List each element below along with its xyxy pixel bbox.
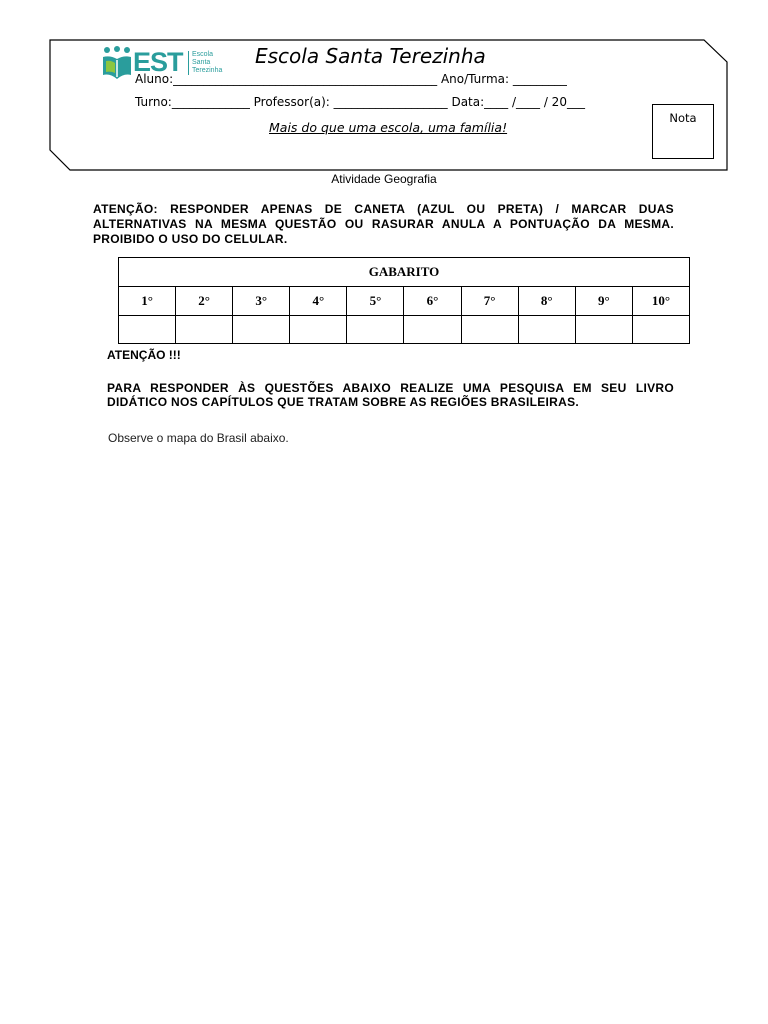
answer-cell[interactable]: [518, 316, 575, 344]
attention-heading: ATENÇÃO !!!: [107, 348, 181, 362]
answer-cell[interactable]: [176, 316, 233, 344]
map-instruction: Observe o mapa do Brasil abaixo.: [108, 431, 289, 445]
answer-cell[interactable]: [575, 316, 632, 344]
activity-title: Atividade Geografia: [331, 172, 437, 186]
answer-row: [119, 316, 690, 344]
question-number: 4°: [290, 287, 347, 316]
book-icon: [100, 45, 134, 83]
answer-cell[interactable]: [461, 316, 518, 344]
question-number: 9°: [575, 287, 632, 316]
grade-label: Nota: [669, 111, 697, 125]
question-number: 10°: [632, 287, 689, 316]
student-class-line: Aluno:____________________________________________ Ano/Turma: _________: [135, 72, 567, 86]
question-number: 1°: [119, 287, 176, 316]
answer-key-title: GABARITO: [119, 258, 690, 287]
question-number: 8°: [518, 287, 575, 316]
question-number: 2°: [176, 287, 233, 316]
logo-brand: EST: [133, 47, 183, 77]
answer-cell[interactable]: [632, 316, 689, 344]
research-instruction: PARA RESPONDER ÀS QUESTÕES ABAIXO REALIZE UMA PESQUISA EM SEU LIVRO DIDÁTICO NOS CAPÍTULOS QUE TRATAM SOBRE AS REGIÕES BRASILEIRAS.: [107, 381, 674, 409]
question-number: 6°: [404, 287, 461, 316]
question-number: 7°: [461, 287, 518, 316]
question-number-row: [119, 287, 690, 316]
answer-key-table: [118, 257, 690, 344]
question-number: 3°: [233, 287, 290, 316]
shift-teacher-date-line: Turno:_____________ Professor(a): ___________________ Data:____ /____ / 20___: [135, 95, 585, 109]
answer-cell[interactable]: [290, 316, 347, 344]
answer-cell[interactable]: [347, 316, 404, 344]
answer-cell[interactable]: [119, 316, 176, 344]
answer-cell[interactable]: [233, 316, 290, 344]
answer-cell[interactable]: [404, 316, 461, 344]
warning-text: ATENÇÃO: RESPONDER APENAS DE CANETA (AZUL OU PRETA) / MARCAR DUAS ALTERNATIVAS NA MESMA QUESTÃO OU RASURAR ANULA A PONTUAÇÃO DA MESMA. PROIBIDO O USO DO CELULAR.: [93, 202, 674, 246]
logo-subtitle: Escola Santa Terezinha: [188, 51, 222, 75]
school-motto: Mais do que uma escola, uma família!: [269, 120, 508, 135]
question-number: 5°: [347, 287, 404, 316]
school-name: Escola Santa Terezinha: [255, 44, 486, 68]
grade-box: [652, 104, 714, 159]
